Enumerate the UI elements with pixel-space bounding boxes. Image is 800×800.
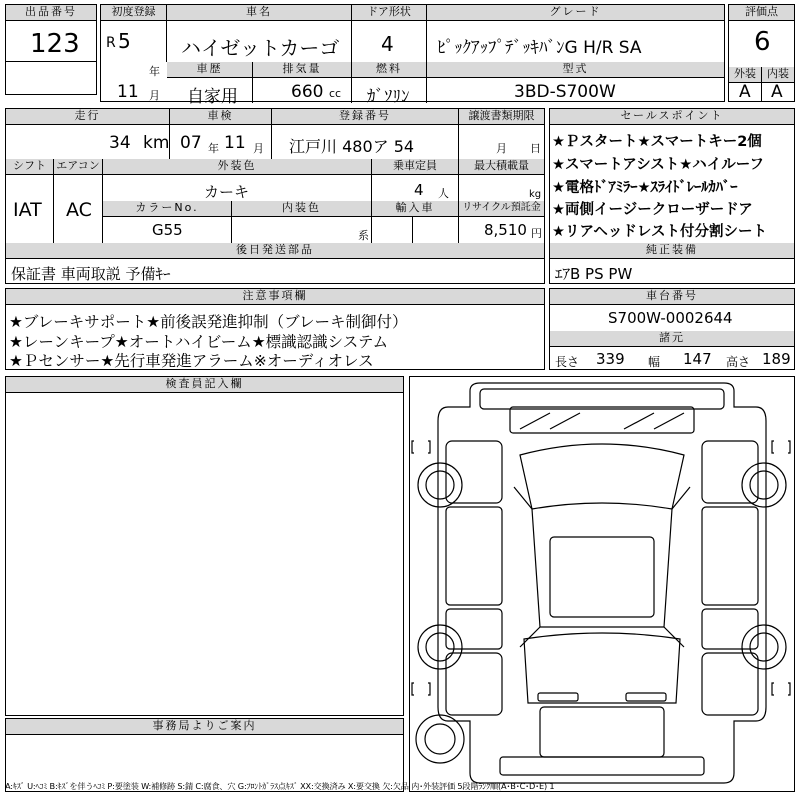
capacity-unit: 人 bbox=[438, 187, 449, 200]
month: 11 bbox=[117, 82, 139, 102]
displacement-label: 排気量 bbox=[253, 62, 351, 78]
mileage: 34 bbox=[109, 133, 131, 153]
shift-label: シフト bbox=[6, 159, 53, 175]
int-color-label: 内装色 bbox=[232, 201, 371, 217]
sales-label: セールスポイント bbox=[550, 109, 794, 125]
chassis-label: 車台番号 bbox=[550, 289, 794, 305]
door-label: ドア形状 bbox=[352, 5, 426, 21]
length: 339 bbox=[596, 350, 625, 368]
legend: A:ｷｽﾞ U:ﾍｺﾐ B:ｷｽﾞを伴うﾍｺﾐ P:要塗装 W:補修跡 S:錆 C:腐食、穴 G:ﾌﾛﾝﾄｶﾞﾗｽ点ｷｽﾞ XX:交換済み X:要交換 欠:欠品 内･外装評価 5段階ﾗﾝｸ順(A･B･C･D･E) 1 bbox=[5, 781, 555, 791]
lot-box bbox=[5, 4, 97, 95]
notes-box bbox=[5, 288, 545, 370]
width-label: 幅 bbox=[648, 355, 661, 369]
inspection-month-unit: 月 bbox=[253, 142, 264, 155]
dims-label: 諸元 bbox=[550, 331, 794, 347]
recycle-unit: 円 bbox=[531, 227, 542, 240]
era: R bbox=[106, 35, 116, 51]
model: 3BD-S700W bbox=[514, 82, 616, 102]
color-no: G55 bbox=[152, 221, 183, 239]
recycle: 8,510 bbox=[484, 221, 527, 239]
car-diagram bbox=[410, 377, 794, 791]
ext-color: カーキ bbox=[204, 183, 250, 201]
capacity-label: 乗車定員 bbox=[372, 159, 458, 175]
car-name: ハイゼットカーゴ bbox=[181, 36, 340, 60]
car-name-label: 車名 bbox=[167, 5, 351, 21]
equip-label: 純正装備 bbox=[550, 243, 794, 259]
score-box bbox=[728, 4, 795, 102]
chassis-number: S700W-0002644 bbox=[608, 309, 733, 327]
interior-label: 内装 bbox=[762, 67, 794, 83]
height-label: 高さ bbox=[726, 355, 751, 369]
fuel: ｶﾞｿﾘﾝ bbox=[367, 87, 410, 107]
exterior-grade: A bbox=[739, 82, 751, 102]
sales-box bbox=[549, 108, 795, 284]
import-label: 輸入車 bbox=[372, 201, 458, 217]
note-line-2: ★レーンキープ★オートハイビーム★標識認識システム bbox=[9, 333, 389, 351]
header-box bbox=[100, 4, 725, 107]
fuel-label: 燃料 bbox=[352, 62, 426, 78]
vehicle-detail-box bbox=[5, 108, 545, 284]
inspector-box bbox=[5, 376, 404, 716]
displacement: 660 bbox=[291, 82, 324, 102]
model-label: 型式 bbox=[427, 62, 724, 78]
month-unit: 月 bbox=[149, 89, 160, 102]
shift: IAT bbox=[13, 199, 42, 221]
inspection-year-unit: 年 bbox=[208, 142, 219, 155]
lot-label: 出品番号 bbox=[6, 5, 96, 21]
transfer-month-unit: 月 bbox=[496, 142, 507, 155]
displacement-unit: cc bbox=[329, 87, 342, 100]
sales-line-5: ★リアヘッドレスト付分割シート bbox=[552, 224, 767, 240]
year-unit: 年 bbox=[149, 65, 160, 78]
mileage-unit: km bbox=[143, 133, 170, 153]
later-parts: 保証書 車両取説 予備ｷｰ bbox=[11, 265, 171, 283]
inspector-label: 検査員記入欄 bbox=[6, 377, 403, 393]
sales-line-4: ★両側イージークローザードア bbox=[552, 202, 753, 218]
capacity: 4 bbox=[414, 181, 424, 199]
equip: ｴｱB PS PW bbox=[555, 265, 633, 283]
int-color-unit: 系 bbox=[358, 229, 369, 242]
history-label: 車歴 bbox=[167, 62, 252, 78]
interior-grade: A bbox=[771, 82, 783, 102]
chassis-box bbox=[549, 288, 795, 370]
inspection-year: 07 bbox=[180, 133, 202, 153]
length-label: 長さ bbox=[555, 355, 580, 369]
plate-label: 登録番号 bbox=[272, 109, 458, 125]
ac: AC bbox=[66, 199, 92, 221]
office-label: 事務局よりご案内 bbox=[6, 719, 403, 735]
width: 147 bbox=[683, 350, 712, 368]
score: 6 bbox=[754, 27, 771, 57]
ext-color-label: 外装色 bbox=[103, 159, 371, 175]
grade: ﾋﾟｯｸｱｯﾌﾟﾃﾞｯｷﾊﾞﾝG H/R SA bbox=[437, 38, 642, 58]
door: 4 bbox=[381, 32, 394, 56]
car-diagram-box bbox=[409, 376, 795, 792]
ac-label: エアコン bbox=[54, 159, 102, 175]
exterior-label: 外装 bbox=[729, 67, 761, 83]
note-line-3: ★Ｐセンサー★先行車発進アラーム※オーディオレス bbox=[9, 352, 374, 370]
height: 189 bbox=[762, 350, 791, 368]
sales-line-1: ★Ｐスタート★スマートキー2個 bbox=[552, 134, 762, 150]
transfer-day-unit: 日 bbox=[530, 142, 541, 155]
score-label: 評価点 bbox=[729, 5, 794, 21]
note-line-1: ★ブレーキサポート★前後誤発進抑制（ブレーキ制御付） bbox=[9, 313, 408, 331]
load-unit: kg bbox=[529, 189, 542, 200]
plate: 江戸川 480ア 54 bbox=[289, 137, 415, 156]
lot-number: 123 bbox=[30, 29, 80, 59]
sales-line-3: ★電格ﾄﾞｱﾐﾗｰ★ｽﾗｲﾄﾞﾚｰﾙｶﾊﾞｰ bbox=[552, 180, 738, 196]
recycle-label: リサイクル預託金 bbox=[459, 201, 544, 217]
mileage-label: 走行 bbox=[6, 109, 169, 125]
first-reg-label: 初度登録 bbox=[101, 5, 166, 21]
load-label: 最大積載量 bbox=[459, 159, 544, 175]
inspection-label: 車検 bbox=[170, 109, 271, 125]
transfer-label: 譲渡書類期限 bbox=[459, 109, 544, 125]
inspection-month: 11 bbox=[224, 133, 246, 153]
notes-label: 注意事項欄 bbox=[6, 289, 544, 305]
sales-line-2: ★スマートアシスト★ハイルーフ bbox=[552, 157, 765, 173]
history: 自家用 bbox=[187, 87, 238, 107]
grade-label: グレード bbox=[427, 5, 724, 21]
later-label: 後日発送部品 bbox=[6, 243, 544, 259]
year: 5 bbox=[118, 29, 131, 53]
color-no-label: カラーNo. bbox=[103, 201, 231, 217]
